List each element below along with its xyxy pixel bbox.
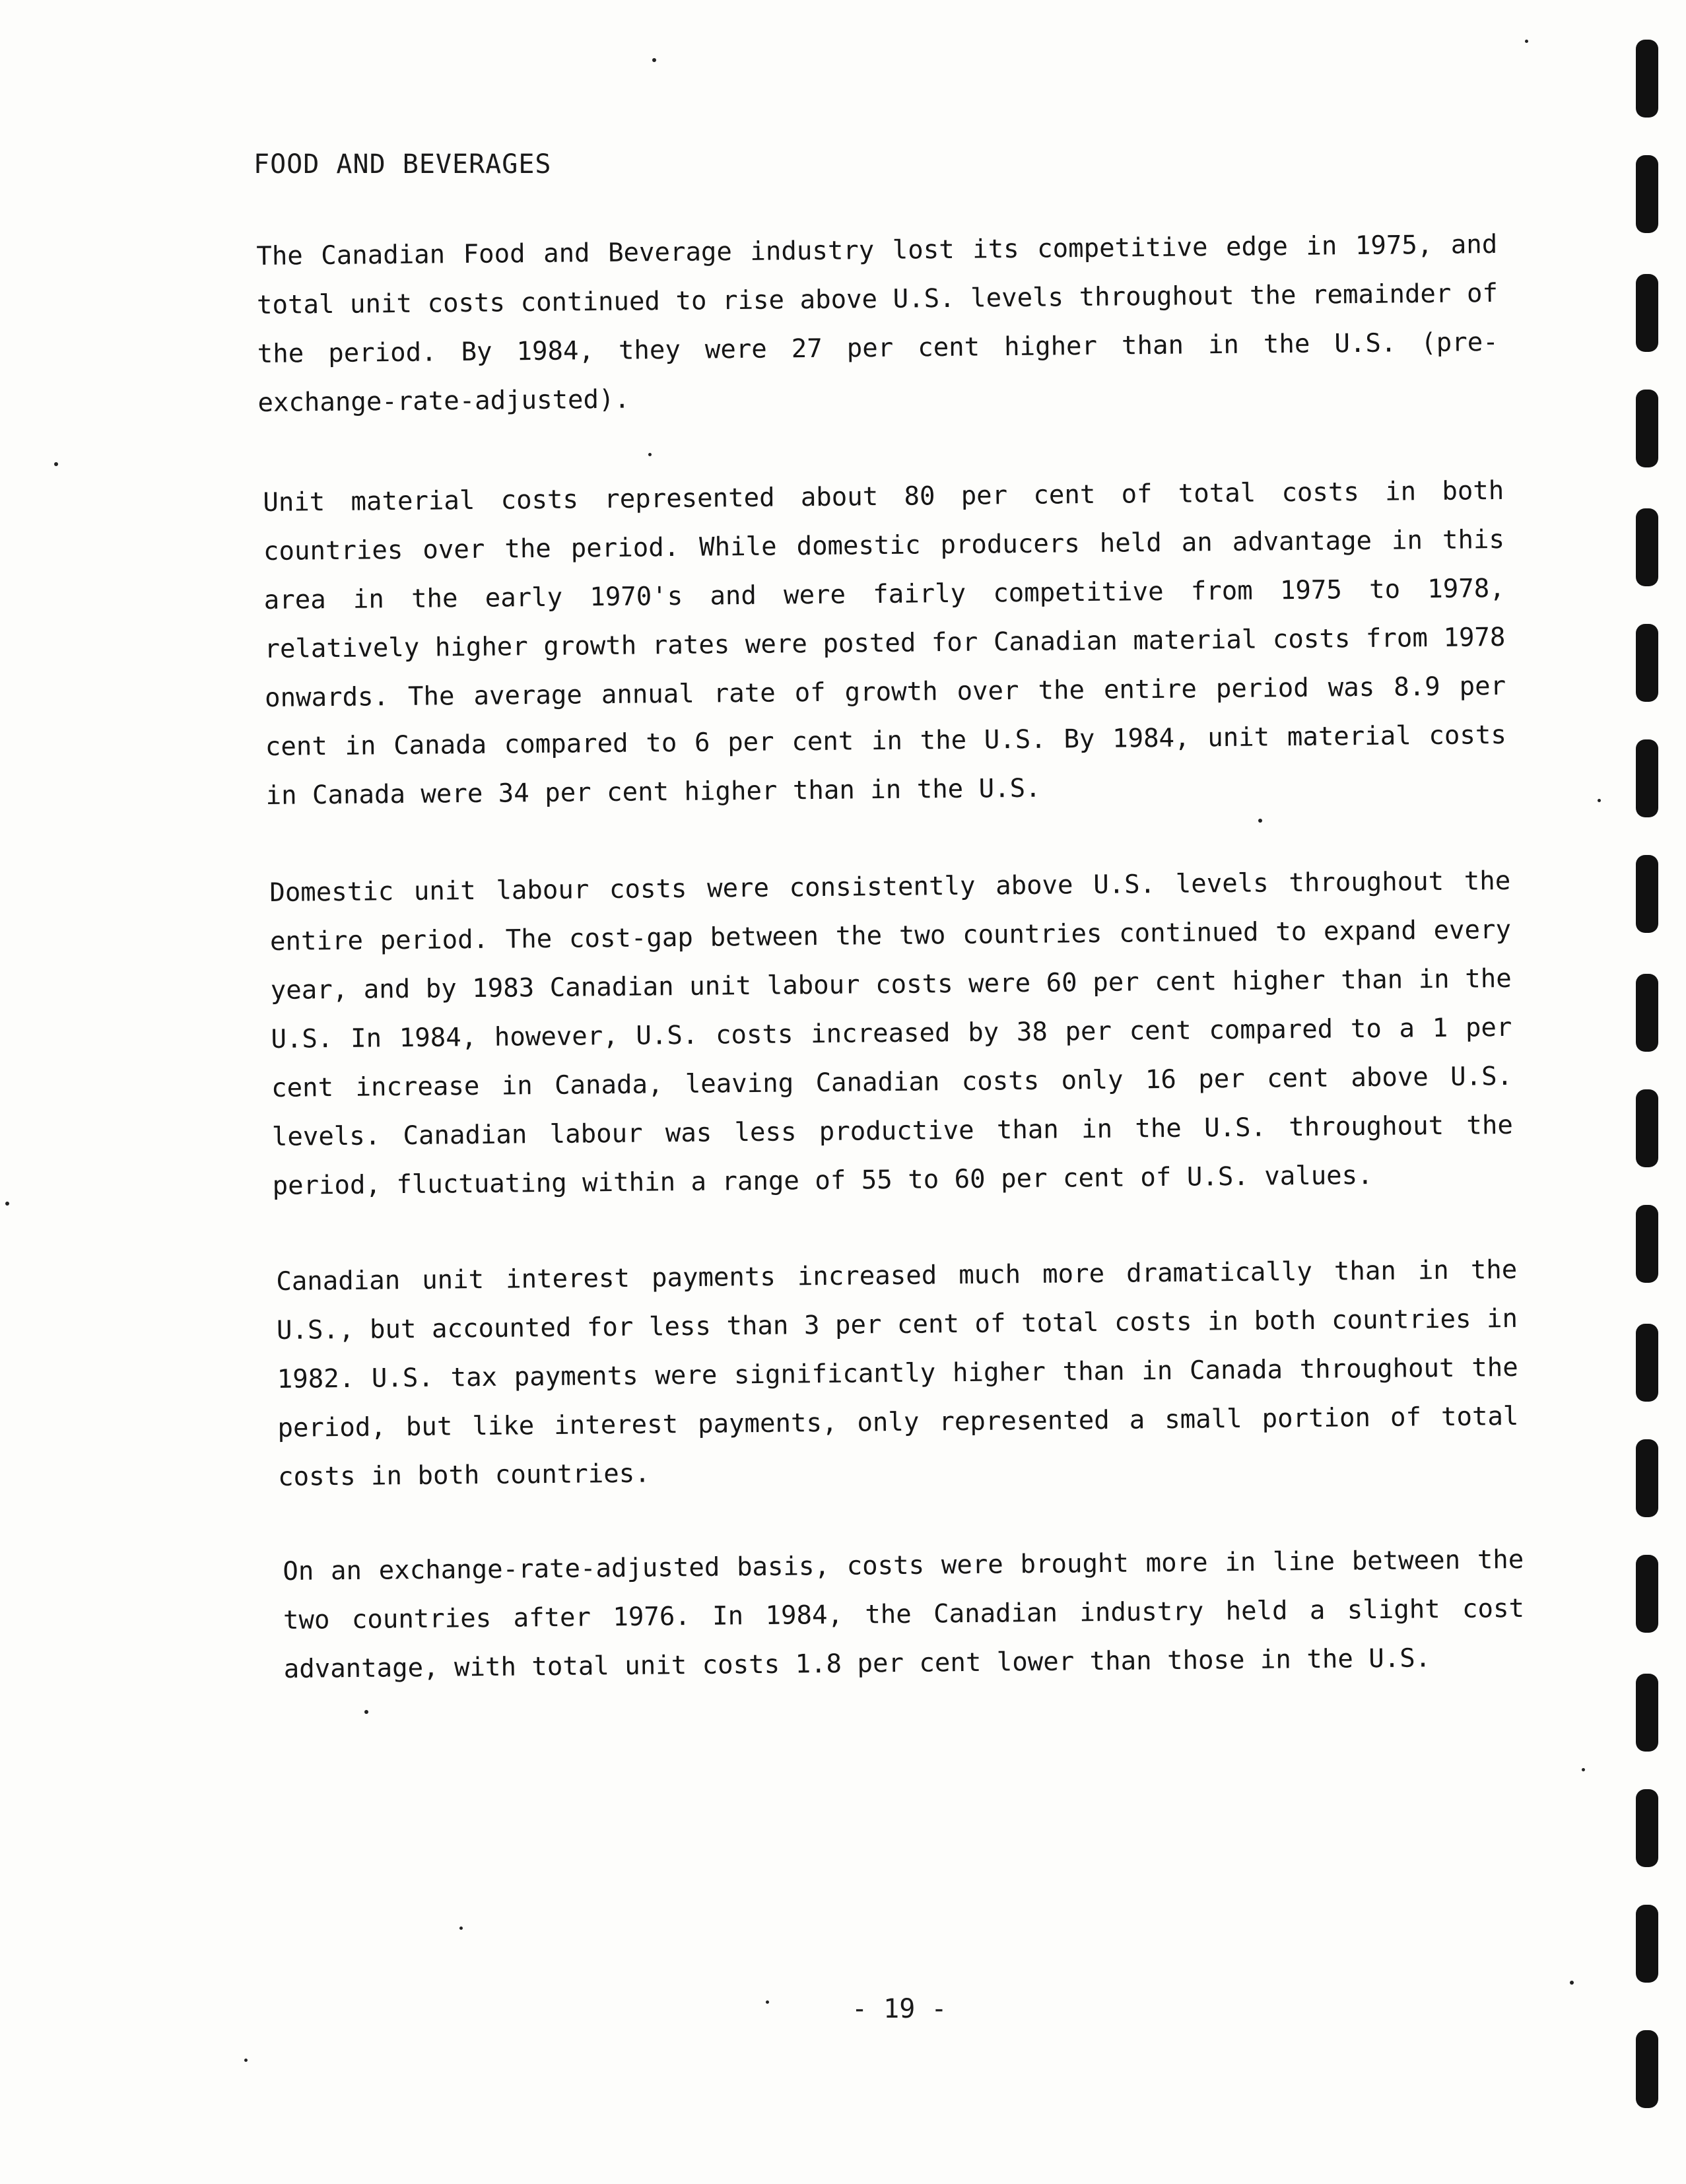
scan-speck [1570,1981,1574,1985]
binding-hole [1636,1789,1658,1867]
scan-speck [766,2000,769,2004]
binding-hole [1636,40,1658,118]
binding-hole [1636,624,1658,702]
scan-speck [652,58,656,62]
section-heading: FOOD AND BEVERAGES [253,149,552,180]
paragraph-exchange-rate: On an exchange-rate-adjusted basis, costs were brought more in line between the two countries after 1976. In 1984, the Canadian industry held a slight cost advantage, with total unit costs 1.8 per cent lower than those in the U.S. [283,1544,1525,1684]
paragraph-material-costs: Unit material costs represented about 80 per cent of total costs in both countries over the period. While domestic producers held an advantage in this area in the early 1970's and were fairly competitive from 1975 to 1978, relatively higher growth rates were posted for Canadian material costs from 1978 onwards. The average annual rate of growth over the entire period was 8.9 per cent in Canada compared to 6 per cent in the U.S. By 1984, unit material costs in Canada were 34 per cent higher than in the U.S. [263,475,1507,811]
binding-hole [1636,739,1658,817]
scan-speck [1598,799,1601,802]
binding-hole [1636,508,1658,586]
binding-hole [1636,1439,1658,1517]
paragraph-overall-costs: The Canadian Food and Beverage industry lost its competitive edge in 1975, and total unit costs continued to rise above U.S. levels throughout the remainder of the period. By 1984, they were 27 per cent higher than in the U.S. (pre-exchange-rate-adjusted). [256,229,1499,418]
binding-hole [1636,1905,1658,1983]
binding-hole [1636,274,1658,352]
binding-hole [1636,1674,1658,1752]
paragraph-interest-tax: Canadian unit interest payments increased much more dramatically than in the U.S., but accounted for less than 3 per cent of total costs in both countries in 1982. U.S. tax payments were significantly higher than in Canada throughout the period, but like interest payments, only represented a small portion of total costs in both countries. [276,1254,1519,1492]
scan-speck [459,1927,463,1930]
binding-hole [1636,855,1658,933]
binding-hole [1636,1555,1658,1633]
binding-hole [1636,1089,1658,1167]
binding-holes [1636,26,1665,2179]
binding-hole [1636,155,1658,233]
scan-speck [1582,1768,1585,1771]
page-number: - 19 - [852,1994,947,2024]
scan-speck [1525,40,1528,43]
binding-hole [1636,974,1658,1052]
scan-speck [244,2059,248,2062]
scan-speck [54,462,58,466]
scan-speck [5,1202,9,1206]
binding-hole [1636,2030,1658,2108]
scan-speck [648,453,652,456]
scan-speck [1258,819,1262,823]
binding-hole [1636,390,1658,467]
binding-hole [1636,1324,1658,1402]
binding-hole [1636,1205,1658,1283]
scan-speck [364,1710,368,1714]
paragraph-labour-costs: Domestic unit labour costs were consistently above U.S. levels throughout the entire period. The cost-gap between the two countries continued to expand every year, and by 1983 Canadian unit labour costs were 60 per cent higher than in the U.S. In 1984, however, U.S. costs increased by 38 per cent compared to a 1 per cent increase in Canada, leaving Canadian costs only 16 per cent above U.S. levels. Canadian labour was less productive than in the U.S. throughout the period, fluctuating within a range of 55 to 60 per cent of U.S. values. [269,866,1514,1201]
